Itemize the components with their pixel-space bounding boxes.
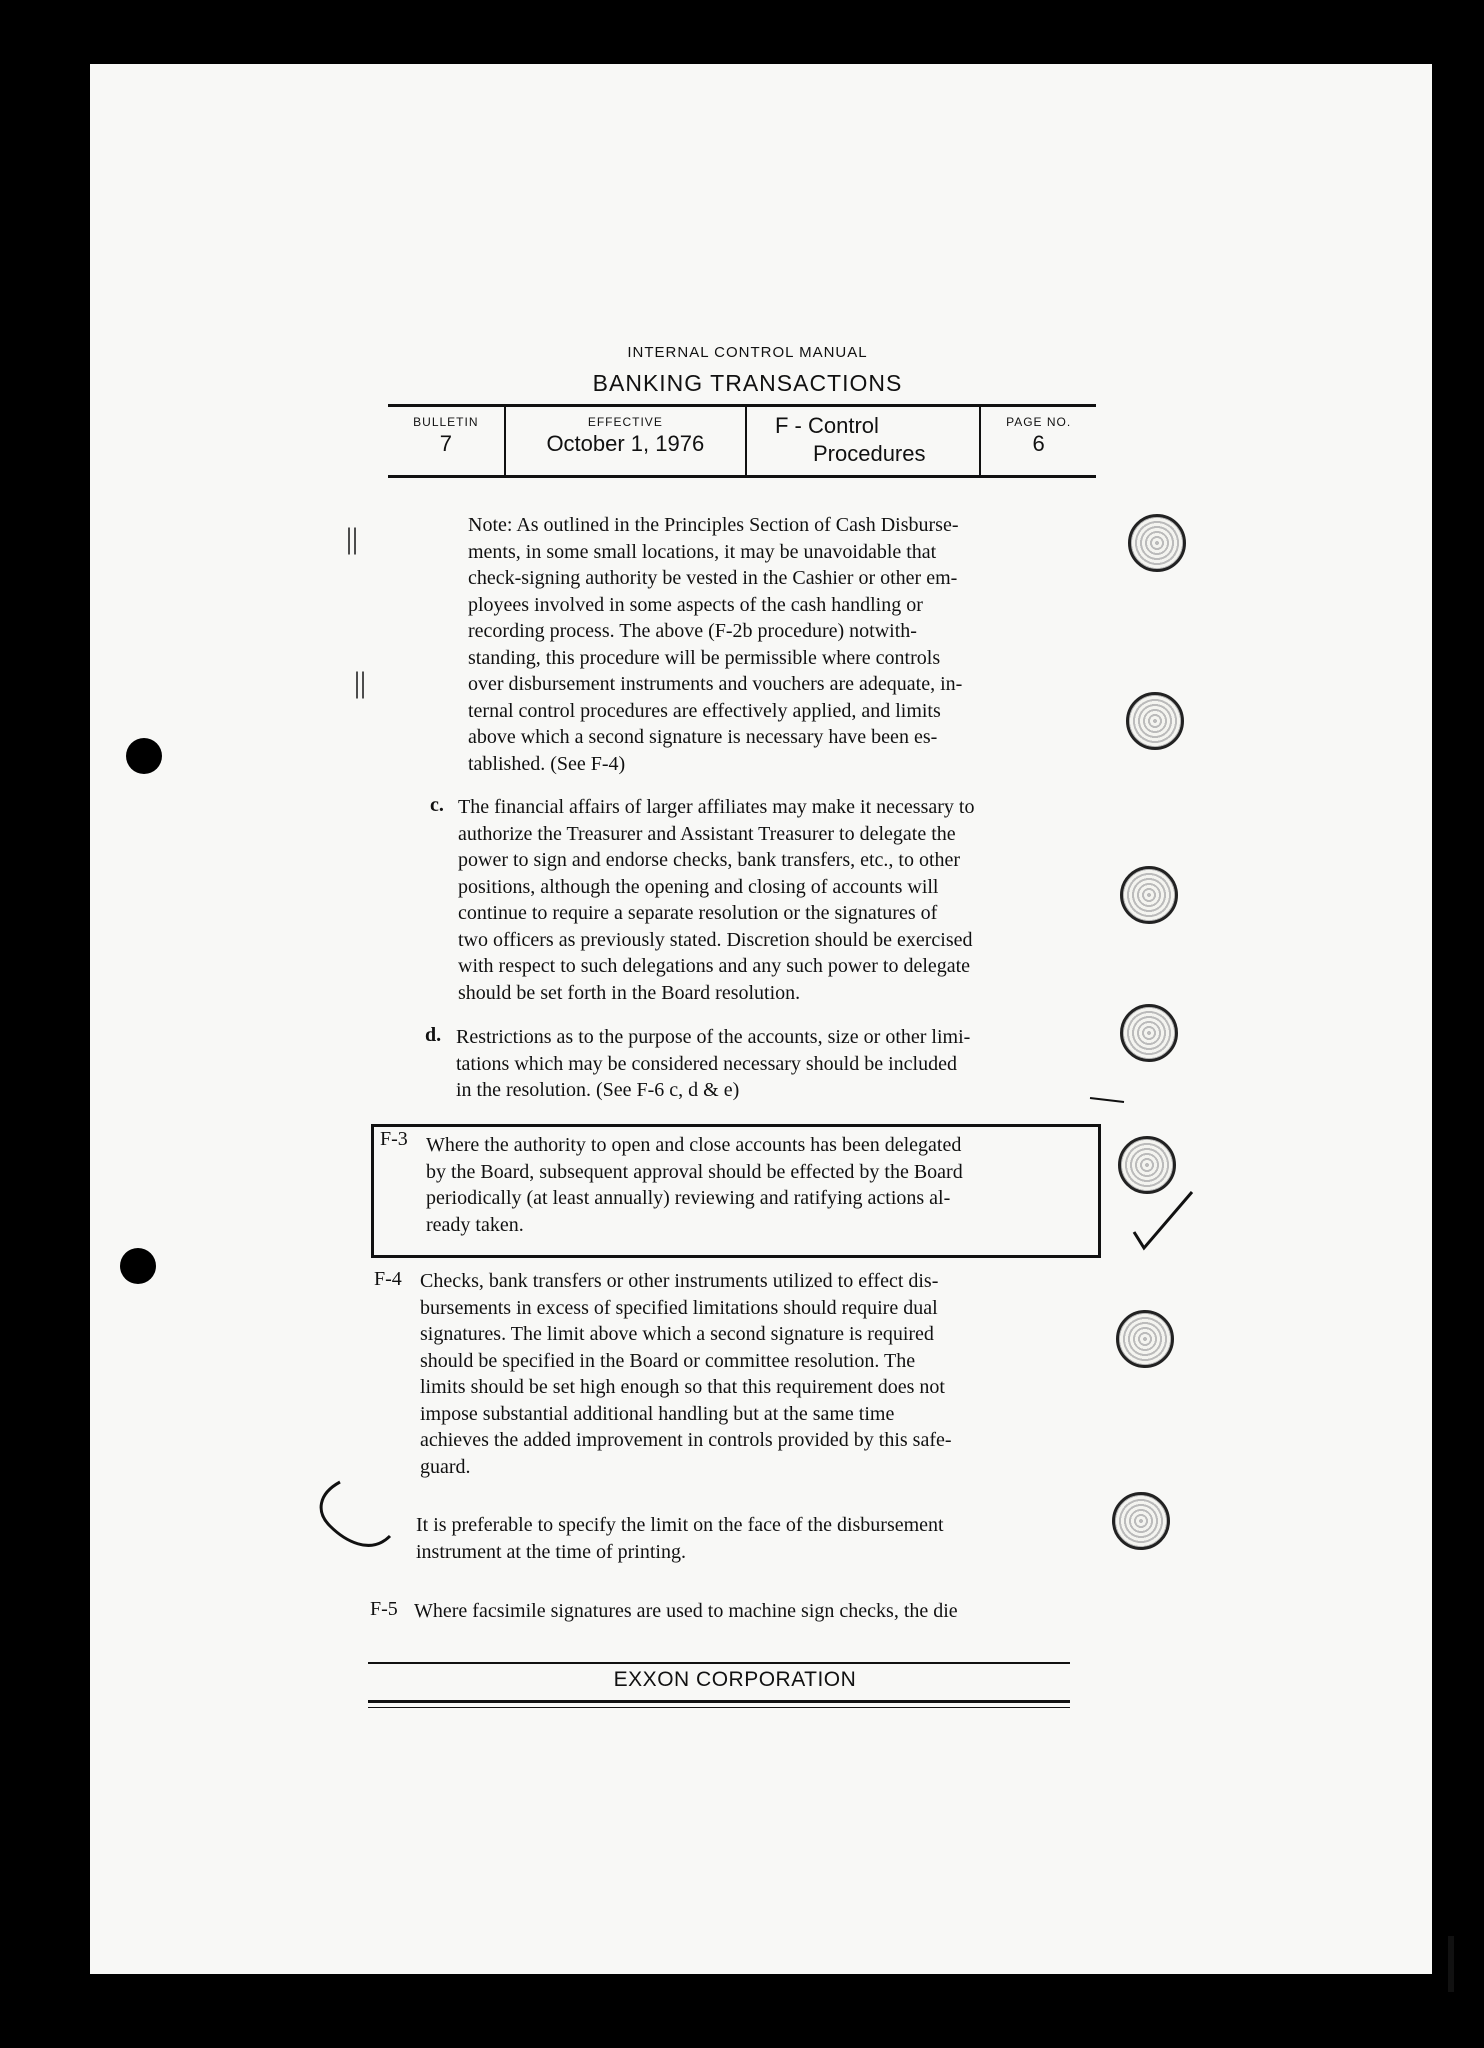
text-line: It is preferable to specify the limit on the face of the disbursement <box>416 1514 944 1536</box>
footer-rule-bottom-thin <box>368 1707 1070 1708</box>
f4-label: F-4 <box>374 1268 402 1290</box>
text-line: Note: As outlined in the Principles Section of Cash Disburse- <box>468 514 959 536</box>
text-line: power to sign and endorse checks, bank transfers, etc., to other <box>458 849 961 871</box>
header-table <box>388 404 1096 478</box>
section-line-1: F - Control <box>774 413 879 438</box>
punch-stamp <box>1120 1004 1178 1062</box>
check-mark-icon <box>1130 1186 1200 1256</box>
f5-label: F-5 <box>370 1598 398 1620</box>
text-line: by the Board, subsequent approval should be effected by the Board <box>426 1160 963 1183</box>
margin-dash-icon <box>1088 1094 1128 1106</box>
footer-company: EXXON CORPORATION <box>613 1668 857 1691</box>
effective-value: October 1, 1976 <box>546 431 705 456</box>
f4-paragraph <box>420 1268 1080 1480</box>
binder-hole <box>126 738 162 774</box>
handwritten-bracket-icon <box>310 1476 400 1566</box>
text-line: should be specified in the Board or committee resolution. The <box>420 1349 916 1372</box>
text-line: should be set forth in the Board resolution. <box>458 981 801 1004</box>
item-c-label: c. <box>430 794 444 816</box>
section-title: BANKING TRANSACTIONS <box>592 370 903 396</box>
text-line: recording process. The above (F-2b procedure) notwith- <box>468 620 917 642</box>
effective-cell <box>506 407 747 475</box>
punch-stamp <box>1126 692 1184 750</box>
page-value: 6 <box>1032 431 1045 456</box>
f4-extra-paragraph <box>416 1512 1076 1565</box>
punch-stamp <box>1120 866 1178 924</box>
text-line: impose substantial additional handling but at the same time <box>420 1402 895 1425</box>
text-line: periodically (at least annually) reviewing and ratifying actions al- <box>426 1187 951 1209</box>
f3-label: F-3 <box>380 1128 408 1150</box>
text-line: ments, in some small locations, it may be unavoidable that <box>468 540 937 563</box>
item-d-label: d. <box>425 1024 442 1046</box>
item-c-paragraph <box>458 794 1088 1006</box>
text-line: limits should be set high enough so that this requirement does not <box>420 1376 945 1398</box>
footer-rule-bottom <box>368 1700 1070 1703</box>
text-line: ready taken. <box>426 1213 524 1236</box>
bulletin-label: BULLETIN <box>413 415 479 429</box>
f5-line: Where facsimile signatures are used to machine sign checks, the die <box>414 1600 958 1622</box>
item-d-paragraph <box>456 1024 1086 1104</box>
effective-label: EFFECTIVE <box>587 415 663 429</box>
scan-edge-mark <box>1448 1936 1454 1992</box>
text-line: guard. <box>420 1455 471 1478</box>
text-line: check-signing authority be vested in the Cashier or other em- <box>468 567 958 589</box>
text-line: with respect to such delegations and any such power to delegate <box>458 955 971 977</box>
note-paragraph <box>468 512 1083 777</box>
text-line: positions, although the opening and closing of accounts will <box>458 875 939 898</box>
text-line: Checks, bank transfers or other instruments utilized to effect dis- <box>420 1270 939 1292</box>
text-line: two officers as previously stated. Discretion should be exercised <box>458 928 973 951</box>
margin-change-bar: || <box>354 666 367 699</box>
text-line: authorize the Treasurer and Assistant Treasurer to delegate the <box>458 822 956 845</box>
punch-stamp <box>1128 514 1186 572</box>
text-line: ternal control procedures are effectively applied, and limits <box>468 699 941 722</box>
punch-stamp <box>1116 1310 1174 1368</box>
text-line: tablished. (See F-4) <box>468 752 626 775</box>
text-line: instrument at the time of printing. <box>416 1540 686 1563</box>
bulletin-value: 7 <box>439 431 452 456</box>
text-line: ployees involved in some aspects of the cash handling or <box>468 593 923 616</box>
text-line: achieves the added improvement in controls provided by this safe- <box>420 1429 952 1451</box>
text-line: bursements in excess of specified limitations should require dual <box>420 1296 938 1319</box>
text-line: continue to require a separate resolution or the signatures of <box>458 902 938 924</box>
manual-title: INTERNAL CONTROL MANUAL <box>627 344 868 361</box>
text-line: above which a second signature is necessary have been es- <box>468 726 938 748</box>
margin-change-bar: || <box>346 522 359 555</box>
page-cell <box>981 407 1096 475</box>
binder-hole <box>120 1248 156 1284</box>
text-line: in the resolution. (See F-6 c, d & e) <box>456 1079 740 1101</box>
text-line: Where the authority to open and close accounts has been delegated <box>426 1134 962 1156</box>
section-cell <box>747 407 981 475</box>
punch-stamp <box>1112 1492 1170 1550</box>
page-label: PAGE NO. <box>1006 415 1072 429</box>
text-line: The financial affairs of larger affiliates may make it necessary to <box>458 796 975 818</box>
bulletin-cell <box>388 407 506 475</box>
text-line: tations which may be considered necessary should be included <box>456 1052 957 1075</box>
f3-paragraph <box>426 1132 1082 1238</box>
text-line: signatures. The limit above which a second signature is required <box>420 1323 934 1345</box>
text-line: Restrictions as to the purpose of the accounts, size or other limi- <box>456 1026 971 1048</box>
section-line-2: Procedures <box>812 441 926 466</box>
text-line: over disbursement instruments and vouchers are adequate, in- <box>468 673 963 695</box>
footer-rule-top <box>368 1662 1070 1664</box>
text-line: standing, this procedure will be permissible where controls <box>468 646 941 669</box>
